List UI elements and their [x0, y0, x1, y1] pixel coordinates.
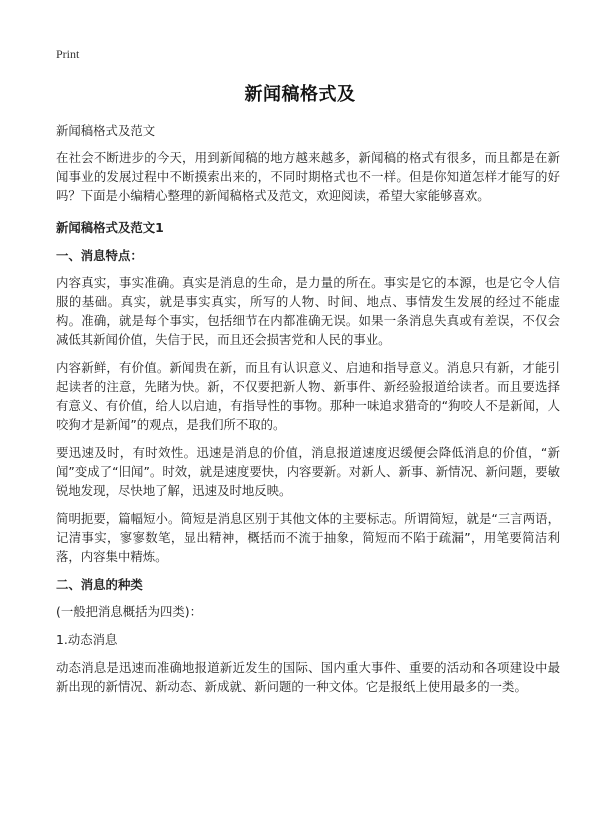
section-title: 新闻稿格式及范文1 — [56, 220, 164, 235]
intro-paragraph: 在社会不断进步的今天，用到新闻稿的地方越来越多，新闻稿的格式有很多，而且都是在新闻事业的发展过程中不断摸索出来的，不同时期格式也不一样。但是你知道怎样才能写的好吗？下面是小编精心整理的新闻稿格式及范文，欢迎阅读，希望大家能够喜欢。 — [56, 150, 560, 203]
paragraph-timely: 要迅速及时，有时效性。迅速是消息的价值，消息报道速度迟缓便会降低消息的价值，“新闻”变成了“旧闻”。时效，就是速度要快，内容要新。对新人、新事、新情况、新问题，要敏锐地发现，尽快地了解，迅速及时地反映。 — [56, 445, 560, 498]
heading-features: 一、消息特点： — [56, 248, 143, 263]
list-item-dynamic-news: 1.动态消息 — [56, 632, 118, 647]
article-body — [56, 121, 560, 705]
paragraph-fresh: 内容新鲜，有价值。新闻贵在新，而且有认识意义、启迪和指导意义。消息只有新，才能引起读者的注意，先睹为快。新，不仅要把新人物、新事件、新经验报道给读者。而且要选择有意义、有价值，给人以启迪，有指导性的事物。那种一味追求猎奇的“狗咬人不是新闻，人咬狗才是新闻”的观点，是我们所不取的。 — [56, 360, 560, 432]
paragraph-dynamic-news: 动态消息是迅速而准确地报道新近发生的国际、国内重大事件、重要的活动和各项建设中最新出现的新情况、新动态、新成就、新问题的一种文体。它是报纸上使用最多的一类。 — [56, 660, 560, 694]
article-subtitle: 新闻稿格式及范文 — [56, 123, 156, 138]
paragraph-concise: 简明扼要，篇幅短小。简短是消息区别于其他文体的主要标志。所谓简短，就是“三言两语，记清事实，寥寥数笔，显出精神，概括而不流于抽象，简短而不陷于疏漏”，用笔要简洁利落，内容集中精炼。 — [56, 511, 560, 564]
heading-types: 二、消息的种类 — [56, 577, 143, 592]
paragraph-truth: 内容真实，事实准确。真实是消息的生命，是力量的所在。事实是它的本源，也是它令人信服的基础。真实，就是事实真实，所写的人物、时间、地点、事情发生发展的经过不能虚构。准确，就是每个事实，包括细节在内都准确无误。如果一条消息失真或有差误，不仅会减低其新闻价值，失信于民，而且还会损害党和人民的事业。 — [56, 275, 560, 347]
print-link[interactable]: Print — [56, 47, 80, 61]
page-title: 新闻稿格式及 — [244, 84, 356, 105]
types-note: (一般把消息概括为四类)： — [56, 604, 202, 619]
